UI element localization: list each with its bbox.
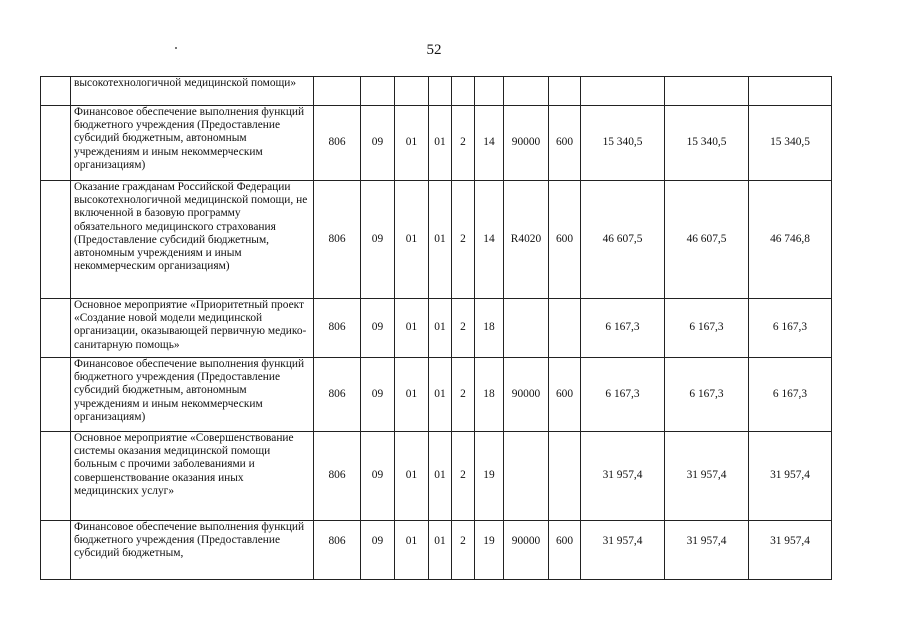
amount-cell-2: 31 957,4 (665, 521, 749, 580)
activity-code: 19 (475, 521, 504, 580)
activity-code: 18 (475, 299, 504, 358)
subsection-code: 01 (395, 521, 429, 580)
table-row (41, 299, 832, 358)
department-code: 806 (314, 106, 361, 181)
budget-table (40, 76, 832, 580)
direction-code (504, 299, 549, 358)
row-description: Финансовое обеспечение выполнения функций бюджетного учреждения (Предоставление субсидий бюджетным, автономным учреждениям и иным некоммерческим организациям) (71, 358, 314, 432)
row-description: высокотехнологичной медицинской помощи» (71, 77, 314, 106)
section-code: 09 (361, 358, 395, 432)
amount-cell-3: 31 957,4 (749, 432, 832, 521)
activity-code: 14 (475, 181, 504, 299)
direction-code (504, 77, 549, 106)
activity-code: 19 (475, 432, 504, 521)
amount-cell-1: 31 957,4 (581, 432, 665, 521)
amount-cell-2: 6 167,3 (665, 299, 749, 358)
subprogram-code (452, 77, 475, 106)
amount-cell-3: 6 167,3 (749, 299, 832, 358)
direction-code: 90000 (504, 358, 549, 432)
row-description: Оказание гражданам Российской Федерации высокотехнологичной медицинской помощи, не включенной в базовую программу обязательного медицинского страхования (Предоставление субсидий бюджетным, автономным учреждениям и иным некоммерческим организациям) (71, 181, 314, 299)
subprogram-code: 2 (452, 521, 475, 580)
subprogram-code: 2 (452, 181, 475, 299)
department-code: 806 (314, 358, 361, 432)
subsection-code: 01 (395, 432, 429, 521)
department-code: 806 (314, 181, 361, 299)
direction-code: 90000 (504, 106, 549, 181)
subsection-code: 01 (395, 299, 429, 358)
page-number: 52 (426, 42, 442, 58)
program-code: 01 (429, 299, 452, 358)
expense-type-code (549, 77, 581, 106)
direction-code: 90000 (504, 521, 549, 580)
subsection-code (395, 77, 429, 106)
subprogram-code: 2 (452, 299, 475, 358)
table-row (41, 358, 832, 432)
program-code: 01 (429, 181, 452, 299)
table-row (41, 106, 832, 181)
program-code: 01 (429, 106, 452, 181)
direction-code (504, 432, 549, 521)
program-code: 01 (429, 521, 452, 580)
expense-type-code: 600 (549, 181, 581, 299)
amount-cell-1: 6 167,3 (581, 299, 665, 358)
department-code: 806 (314, 521, 361, 580)
activity-code: 18 (475, 358, 504, 432)
amount-cell-1: 31 957,4 (581, 521, 665, 580)
amount-cell-1: 6 167,3 (581, 358, 665, 432)
subprogram-code: 2 (452, 432, 475, 521)
activity-code (475, 77, 504, 106)
table-row (41, 432, 832, 521)
amount-cell-3 (749, 77, 832, 106)
section-code: 09 (361, 521, 395, 580)
expense-type-code (549, 432, 581, 521)
expense-type-code (549, 299, 581, 358)
row-description: Финансовое обеспечение выполнения функций бюджетного учреждения (Предоставление субсидий бюджетным, (71, 521, 314, 580)
section-code: 09 (361, 432, 395, 521)
amount-cell-2: 46 607,5 (665, 181, 749, 299)
table-row (41, 521, 832, 580)
scan-speck (175, 47, 177, 49)
subsection-code: 01 (395, 106, 429, 181)
blank-cell (41, 358, 71, 432)
row-description: Основное мероприятие «Совершенствование системы оказания медицинской помощи больным с прочими заболеваниями и совершенствование оказания иных медицинских услуг» (71, 432, 314, 521)
amount-cell-2: 31 957,4 (665, 432, 749, 521)
department-code: 806 (314, 299, 361, 358)
table-row (41, 77, 832, 106)
subsection-code: 01 (395, 358, 429, 432)
department-code (314, 77, 361, 106)
department-code: 806 (314, 432, 361, 521)
subsection-code: 01 (395, 181, 429, 299)
table-row (41, 181, 832, 299)
row-description: Финансовое обеспечение выполнения функций бюджетного учреждения (Предоставление субсидий бюджетным, автономным учреждениям и иным некоммерческим организациям) (71, 106, 314, 181)
amount-cell-2 (665, 77, 749, 106)
blank-cell (41, 181, 71, 299)
section-code: 09 (361, 299, 395, 358)
program-code (429, 77, 452, 106)
amount-cell-3: 15 340,5 (749, 106, 832, 181)
amount-cell-2: 6 167,3 (665, 358, 749, 432)
blank-cell (41, 299, 71, 358)
program-code: 01 (429, 358, 452, 432)
blank-cell (41, 77, 71, 106)
subprogram-code: 2 (452, 358, 475, 432)
expense-type-code: 600 (549, 358, 581, 432)
amount-cell-3: 46 746,8 (749, 181, 832, 299)
blank-cell (41, 432, 71, 521)
amount-cell-3: 31 957,4 (749, 521, 832, 580)
subprogram-code: 2 (452, 106, 475, 181)
amount-cell-2: 15 340,5 (665, 106, 749, 181)
amount-cell-1: 46 607,5 (581, 181, 665, 299)
section-code: 09 (361, 181, 395, 299)
row-description: Основное мероприятие «Приоритетный проект «Создание новой модели медицинской организации, оказывающей первичную медико-санитарную помощь» (71, 299, 314, 358)
expense-type-code: 600 (549, 521, 581, 580)
program-code: 01 (429, 432, 452, 521)
direction-code: R4020 (504, 181, 549, 299)
expense-type-code: 600 (549, 106, 581, 181)
amount-cell-1 (581, 77, 665, 106)
amount-cell-1: 15 340,5 (581, 106, 665, 181)
blank-cell (41, 521, 71, 580)
activity-code: 14 (475, 106, 504, 181)
section-code (361, 77, 395, 106)
blank-cell (41, 106, 71, 181)
section-code: 09 (361, 106, 395, 181)
amount-cell-3: 6 167,3 (749, 358, 832, 432)
